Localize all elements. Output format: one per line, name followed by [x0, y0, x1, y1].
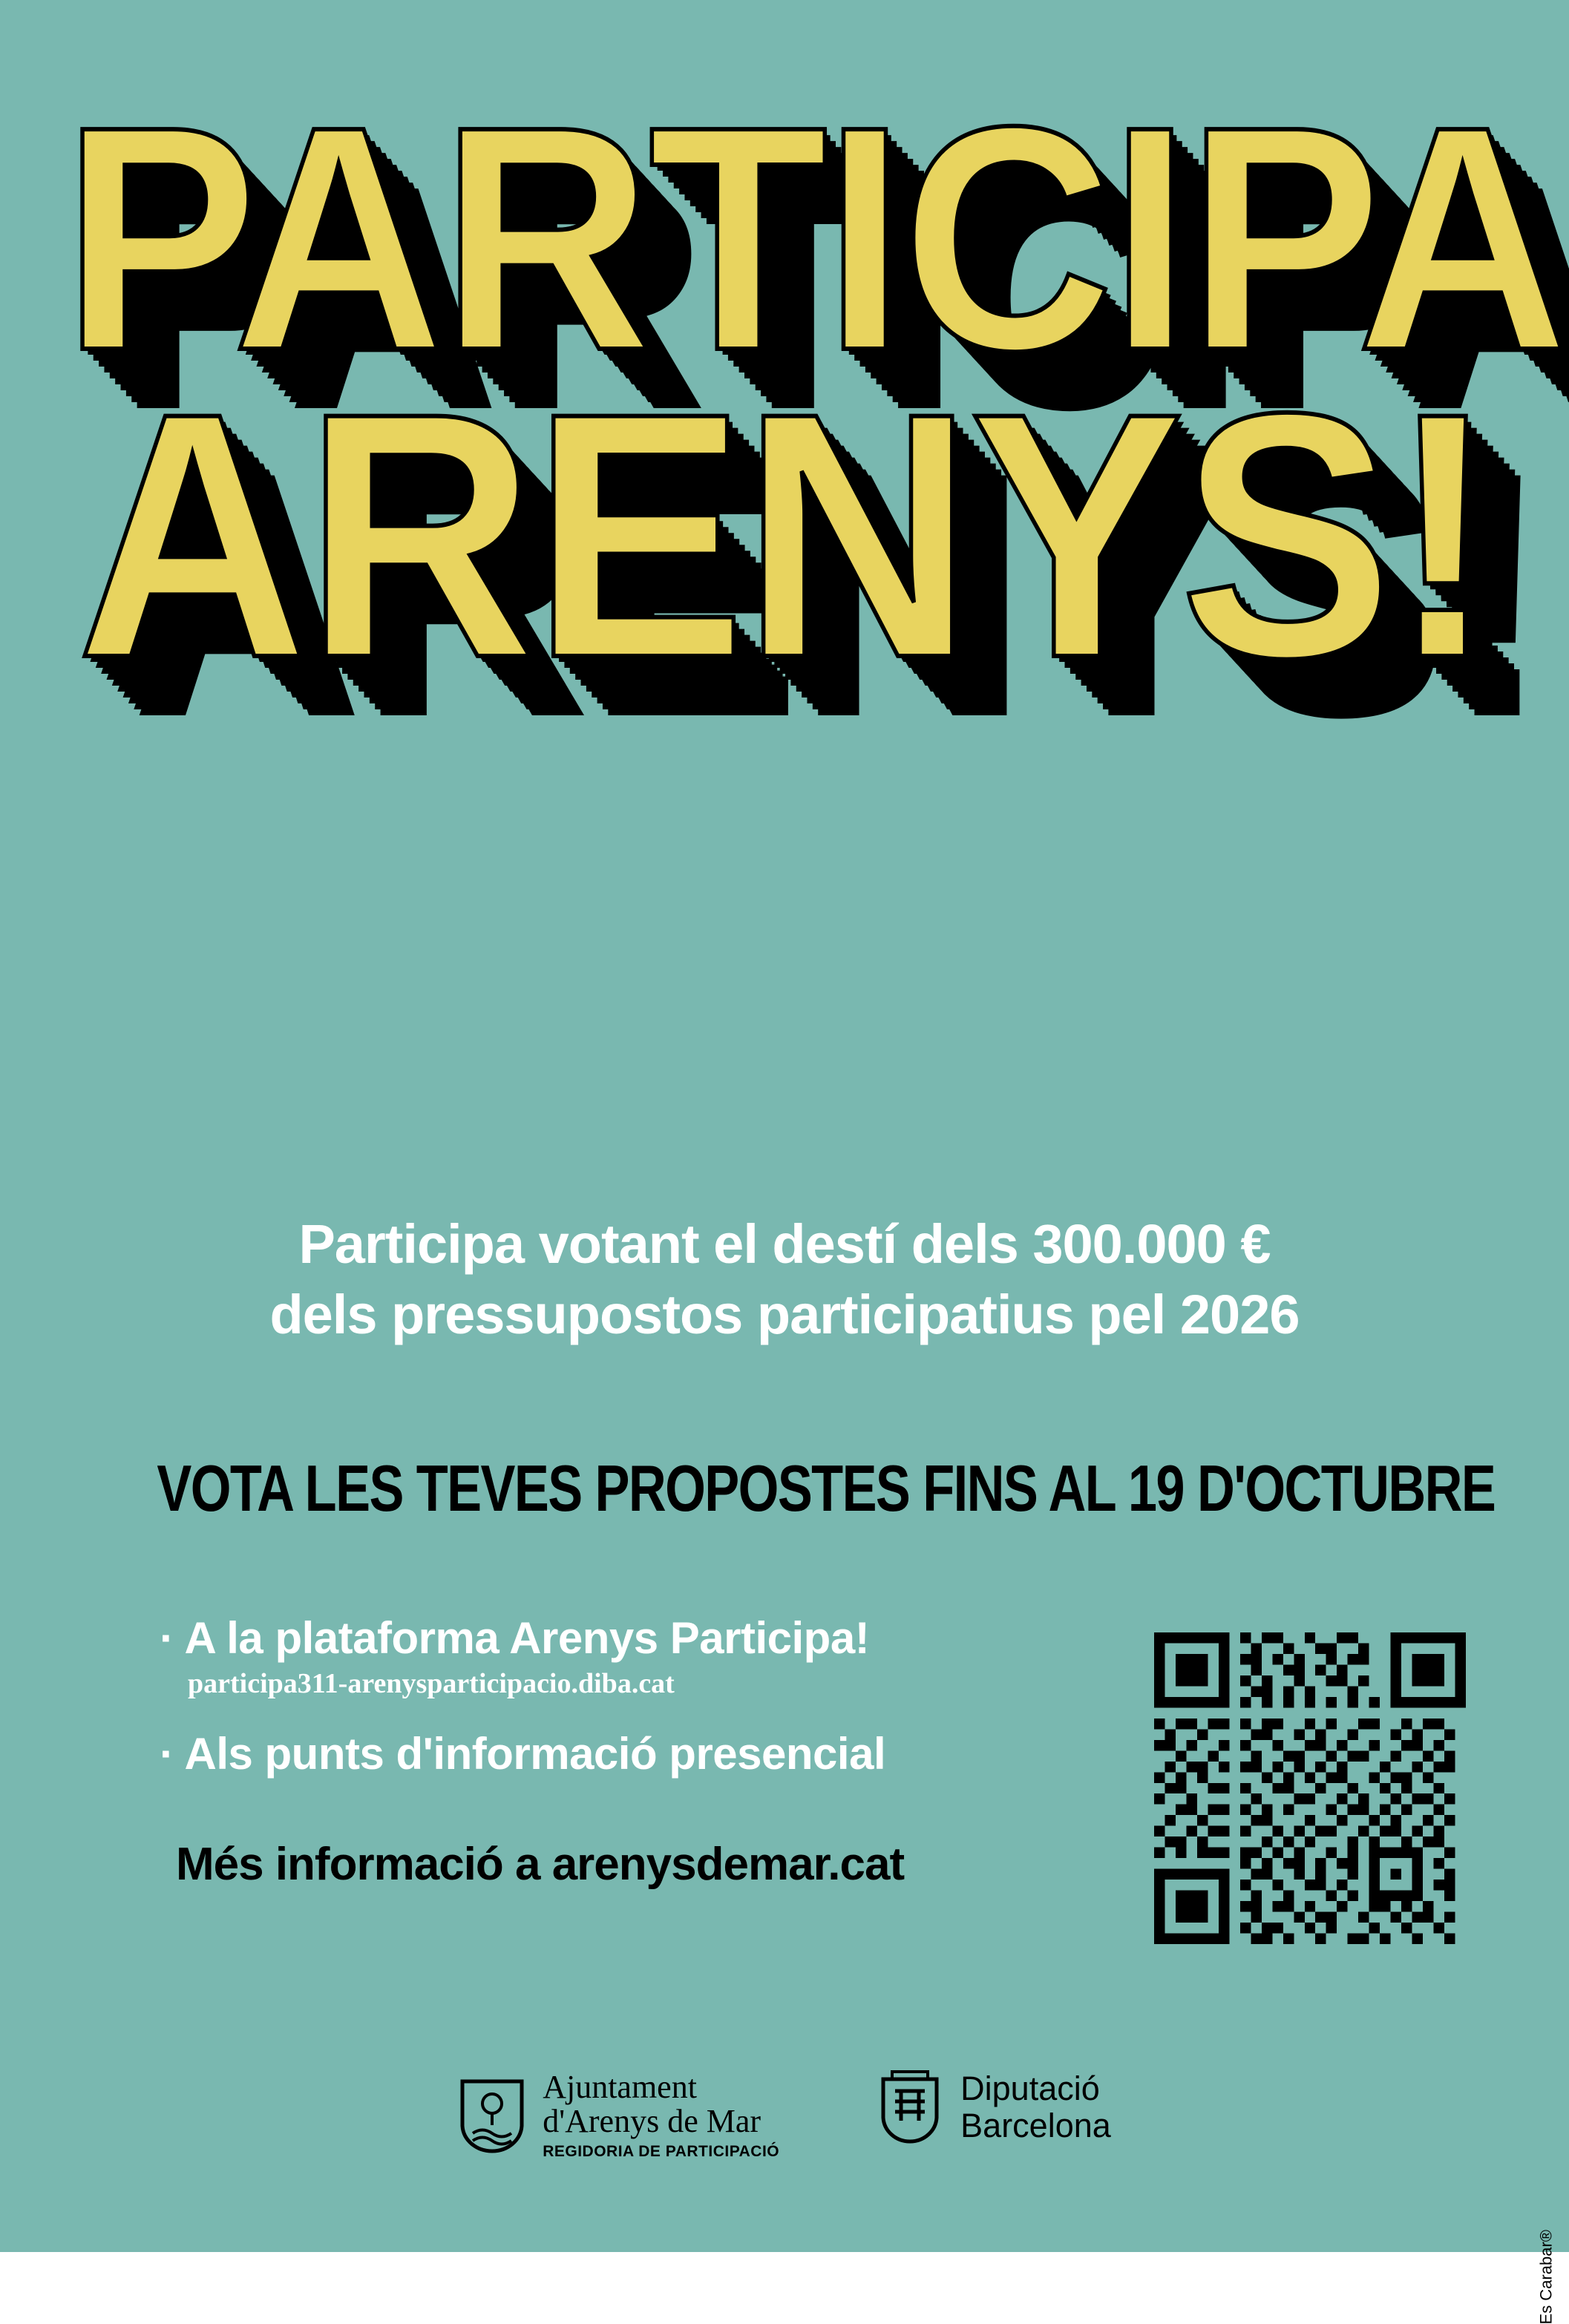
logo-ajuntament-line-3: REGIDORIA DE PARTICIPACIÓ — [543, 2143, 780, 2161]
platform-url[interactable]: participa311-arenysparticipacio.diba.cat — [188, 1668, 675, 1699]
headline-block — [0, 61, 1569, 730]
vote-deadline-banner: VOTA LES TEVES PROPOSTES FINS AL 19 D'OCTUBRE — [157, 1451, 1496, 1525]
info-block — [160, 1614, 1035, 1891]
logo-ajuntament-text — [543, 2070, 779, 2160]
arenys-de-mar-crest-icon — [458, 2078, 526, 2153]
logo-ajuntament-line-1: Ajuntament — [543, 2069, 697, 2105]
logo-ajuntament-arenys-de-mar — [458, 2070, 779, 2160]
bullet-dot-icon: · — [160, 1613, 174, 1663]
info-bullet-presencial — [160, 1730, 1035, 1779]
info-bullet-platform — [160, 1614, 1035, 1663]
subtitle — [0, 1209, 1569, 1350]
qr-code[interactable] — [1154, 1632, 1466, 1944]
logo-diputacio-text — [960, 2070, 1111, 2145]
headline-line-2: ARENYS! — [76, 341, 1493, 730]
designer-credit: Es Carabar® — [1536, 2230, 1555, 2324]
subtitle-line-2: dels pressupostos participatius pel 2026 — [269, 1283, 1300, 1345]
diputacio-barcelona-crest-icon — [876, 2070, 944, 2144]
more-info-line: Més informació a arenysdemar.cat — [176, 1839, 905, 1890]
bullet-dot-icon-2: · — [160, 1729, 174, 1779]
logo-diputacio-line-2: Barcelona — [960, 2107, 1111, 2145]
logo-diputacio-line-1: Diputació — [960, 2069, 1100, 2107]
logo-ajuntament-line-2: d'Arenys de Mar — [543, 2103, 761, 2140]
logo-diputacio-barcelona — [876, 2070, 1111, 2145]
qr-code-icon — [1154, 1632, 1466, 1944]
info-bullet-platform-label: A la plataforma Arenys Participa! — [184, 1613, 870, 1663]
subtitle-line-1: Participa votant el destí dels 300.000 € — [298, 1213, 1271, 1275]
headline-line-1: PARTICIPA — [62, 61, 1565, 417]
footer-logos — [0, 2070, 1569, 2160]
info-bullet-presencial-label: Als punts d'informació presencial — [184, 1729, 886, 1779]
